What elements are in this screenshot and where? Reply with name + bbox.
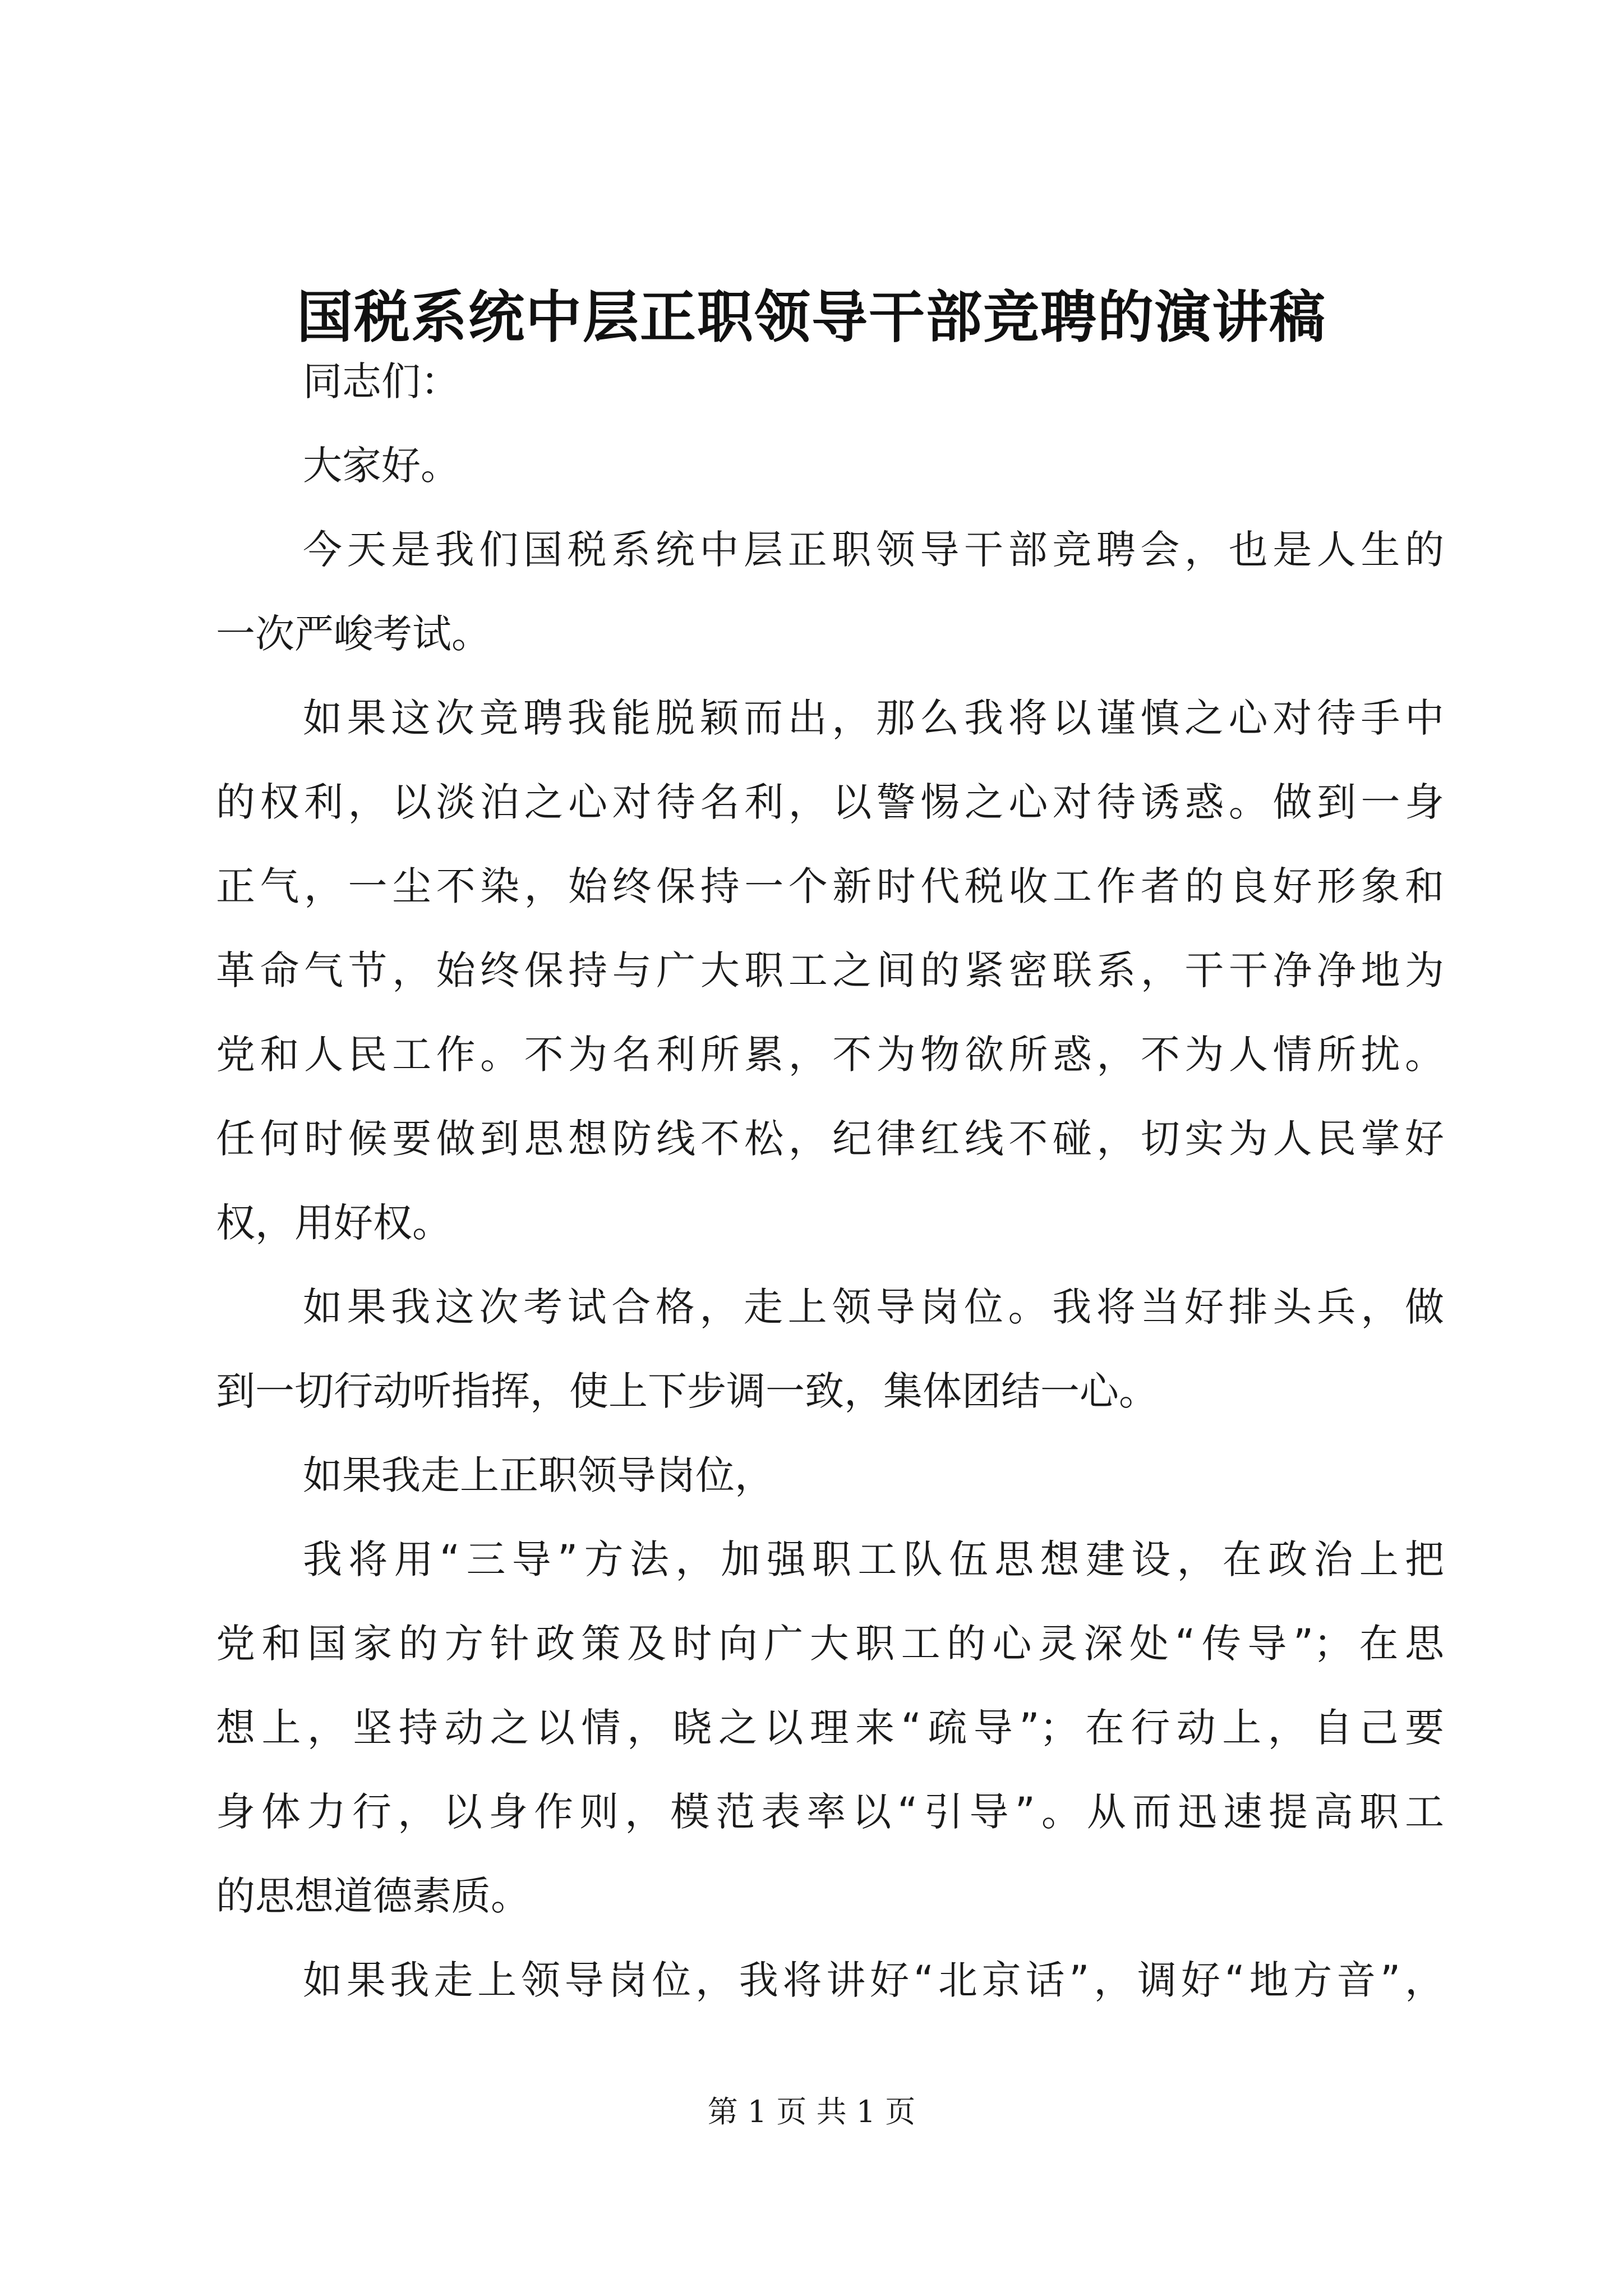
body-line: 正气，一尘不染，始终保持一个新时代税收工作者的良好形象和: [216, 863, 1444, 909]
body-line: 如果我这次考试合格，走上领导岗位。我将当好排头兵，做: [303, 1284, 1444, 1330]
body-line: 如果我走上领导岗位，我将讲好“北京话”，调好“地方音”，: [303, 1957, 1444, 2003]
body-line: 大家好。: [303, 443, 460, 489]
document-title: 国税系统中层正职领导干部竞聘的演讲稿: [297, 284, 1326, 350]
body-line: 党和国家的方针政策及时向广大职工的心灵深处“传导”；在思: [216, 1621, 1444, 1667]
body-line: 党和人民工作。不为名利所累，不为物欲所惑，不为人情所扰。: [216, 1032, 1444, 1078]
body-line: 一次严峻考试。: [216, 611, 491, 657]
body-line: 的思想道德素质。: [216, 1873, 530, 1919]
body-line: 身体力行，以身作则，模范表率以“引导”。从而迅速提高职工: [216, 1789, 1444, 1835]
body-line: 革命气节，始终保持与广大职工之间的紧密联系，干干净净地为: [216, 947, 1444, 993]
body-line: 的权利，以淡泊之心对待名利，以警惕之心对待诱惑。做到一身: [216, 779, 1444, 825]
body-line: 同志们：: [303, 358, 460, 404]
page-footer: 第 1 页 共 1 页: [707, 2094, 916, 2129]
body-line: 如果这次竞聘我能脱颖而出，那么我将以谨慎之心对待手中: [303, 695, 1444, 741]
body-line: 想上，坚持动之以情，晓之以理来“疏导”；在行动上，自己要: [216, 1705, 1444, 1751]
body-line: 今天是我们国税系统中层正职领导干部竞聘会，也是人生的: [303, 527, 1444, 573]
body-line: 权，用好权。: [216, 1200, 451, 1246]
body-line: 到一切行动听指挥，使上下步调一致，集体团结一心。: [216, 1368, 1158, 1414]
body-line: 如果我走上正职领导岗位，: [303, 1452, 774, 1498]
body-line: 我将用“三导”方法，加强职工队伍思想建设，在政治上把: [303, 1536, 1444, 1582]
body-line: 任何时候要做到思想防线不松，纪律红线不碰，切实为人民掌好: [216, 1116, 1444, 1162]
